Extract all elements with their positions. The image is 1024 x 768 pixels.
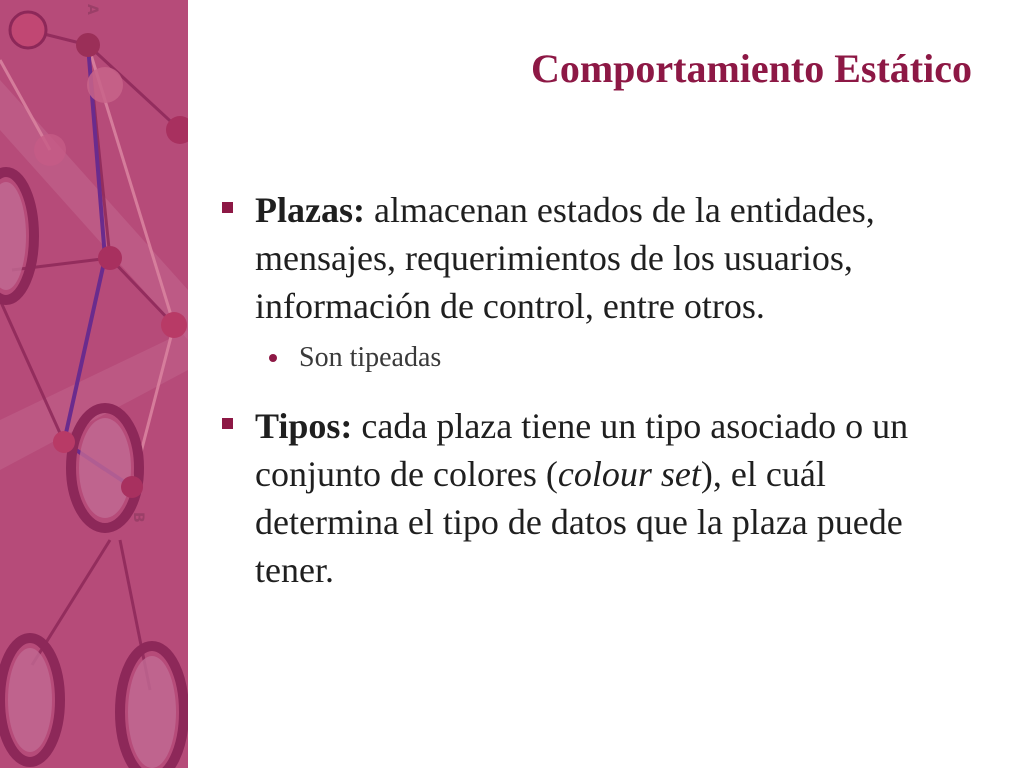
subbullet-son-tipeadas: [215, 340, 975, 376]
bullet-term: Plazas:: [255, 190, 365, 230]
bullet-term: Tipos:: [255, 406, 353, 446]
bullet-plazas: [215, 186, 975, 330]
network-graphic: [0, 0, 188, 768]
slide-title: Comportamiento Estático: [530, 46, 972, 91]
bullet-text-after: ), el cuál determina el tipo de datos que la plaza puede tener.: [255, 454, 903, 590]
square-bullet-icon: [222, 418, 233, 429]
bullet-tipos: [215, 402, 975, 594]
bullet-italic-term: colour set: [557, 454, 701, 494]
bullet-text: almacenan estados de la entidades, mensajes, requerimientos de los usuarios, información de control, entre otros.: [255, 190, 875, 326]
dot-bullet-icon: [269, 354, 277, 362]
square-bullet-icon: [222, 202, 233, 213]
bullet-text-before: cada plaza tiene un tipo asociado o un conjunto de colores (: [255, 406, 909, 494]
subbullet-text: Son tipeadas: [299, 342, 442, 373]
decorative-letter-a: A: [84, 4, 100, 15]
slide-content: [215, 186, 975, 594]
decorative-letter-b: B: [130, 512, 146, 523]
decorative-network-panel: [0, 0, 188, 768]
